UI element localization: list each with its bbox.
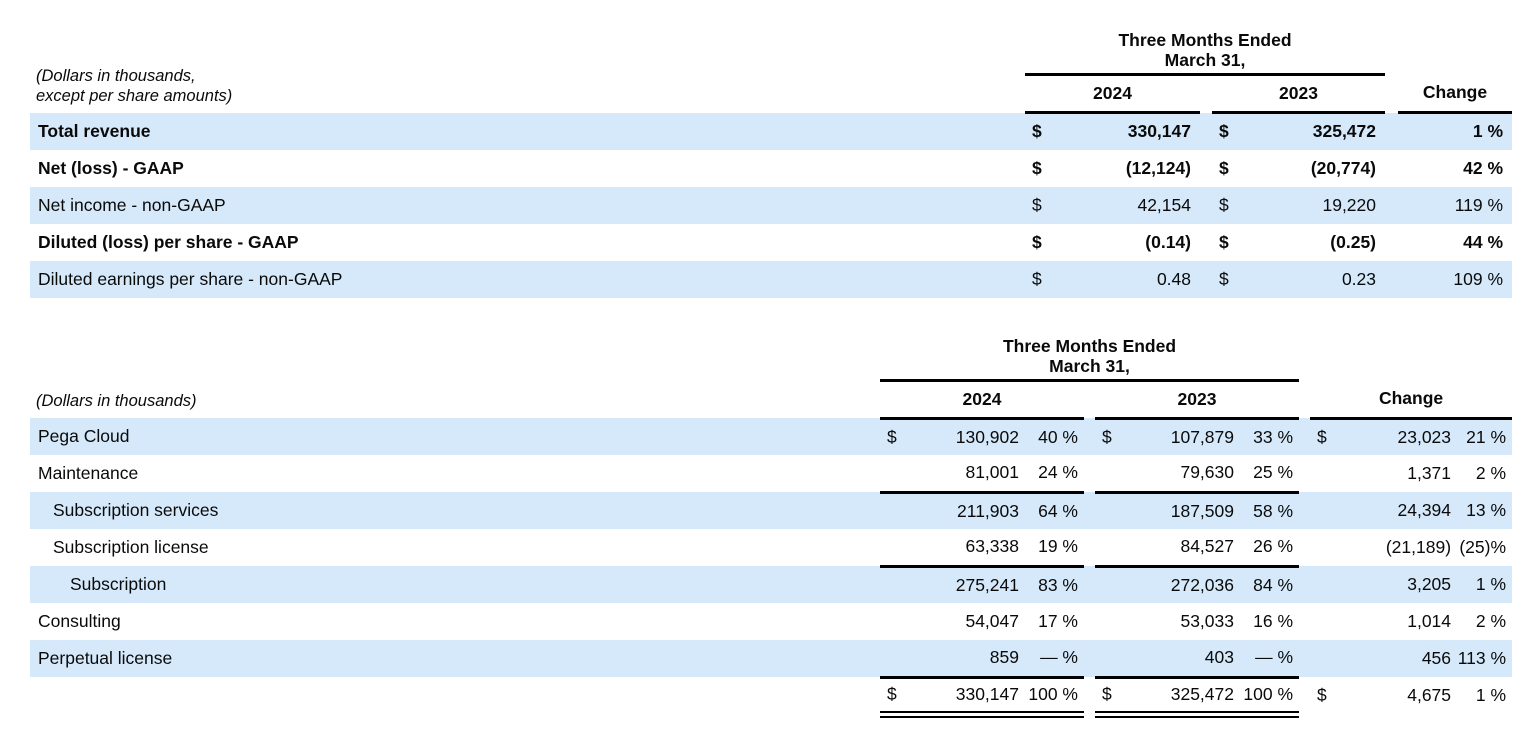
- period-line2: March 31,: [1164, 50, 1246, 70]
- amount-2023: 403: [1127, 640, 1239, 677]
- amount-2024: 81,001: [912, 455, 1024, 492]
- row-label: Consulting: [38, 611, 121, 631]
- amount-2024: 859: [912, 640, 1024, 677]
- currency-symbol: $: [880, 677, 912, 714]
- spacer: [1299, 640, 1310, 677]
- pct-of-total-2024: 24 %: [1024, 455, 1084, 492]
- units-note-line2: except per share amounts): [36, 86, 233, 105]
- spacer: [1200, 150, 1212, 187]
- spacer: [1200, 187, 1212, 224]
- units-note-line1: (Dollars in thousands,: [36, 66, 196, 85]
- spacer: [1299, 603, 1310, 640]
- spacer: [1084, 380, 1095, 418]
- amount-2023: 79,630: [1127, 455, 1239, 492]
- currency-symbol: [1310, 455, 1344, 492]
- currency-symbol: [880, 455, 912, 492]
- row-subscription-services: [30, 492, 1512, 529]
- currency-symbol: [1095, 603, 1127, 640]
- pct-of-total-2024: — %: [1024, 640, 1084, 677]
- change-header-spacer: [1310, 336, 1512, 381]
- pct-of-total-2023: 33 %: [1239, 418, 1299, 455]
- spacer: [1084, 418, 1095, 455]
- spacer: [1299, 418, 1310, 455]
- currency-symbol: [1310, 640, 1344, 677]
- period-line2: March 31,: [1049, 355, 1130, 376]
- change-amount: 1,014: [1407, 611, 1452, 631]
- spacer: [1084, 492, 1095, 529]
- row-consulting: [30, 603, 1512, 640]
- currency-symbol: [1095, 492, 1127, 529]
- currency-symbol: [1310, 492, 1344, 529]
- year-2024-header: 2024: [880, 380, 1084, 418]
- units-note: (Dollars in thousands): [36, 392, 197, 410]
- currency-symbol: [1310, 603, 1344, 640]
- period-header: [880, 336, 1299, 381]
- spacer: [1385, 224, 1398, 261]
- currency-symbol: $: [1219, 157, 1229, 178]
- row-net-income-non-gaap: [30, 187, 1512, 224]
- change-pct: 119 %: [1398, 187, 1512, 224]
- pct-of-total-2023: 58 %: [1239, 492, 1299, 529]
- row-diluted-eps-non-gaap: [30, 261, 1512, 298]
- spacer: [1385, 113, 1398, 150]
- row-diluted-loss-per-share-gaap: [30, 224, 1512, 261]
- amount-2023: 19,220: [1247, 187, 1385, 224]
- change-pct: (25)%: [1459, 537, 1507, 557]
- year-2024-header: 2024: [1025, 75, 1200, 113]
- row-pega-cloud: [30, 418, 1512, 455]
- pct-of-total-2023: 100 %: [1239, 677, 1299, 714]
- change-amount: 3,205: [1344, 566, 1456, 603]
- spacer: [1084, 566, 1095, 603]
- amount-2024: 211,903: [912, 492, 1024, 529]
- pct-of-total-2024: 100 %: [1024, 677, 1084, 714]
- row-label: Total revenue: [30, 113, 1025, 150]
- spacer: [1084, 603, 1095, 640]
- currency-symbol: $: [1032, 157, 1042, 178]
- amount-2023: 53,033: [1180, 611, 1234, 631]
- currency-symbol: $: [1095, 418, 1127, 455]
- amount-2024: 330,147: [912, 677, 1024, 714]
- pct-of-total-2024: 83 %: [1024, 566, 1084, 603]
- period-header-row: [30, 336, 1512, 381]
- row-label: Maintenance: [38, 463, 139, 483]
- pct-of-total-2023: 25 %: [1239, 455, 1299, 492]
- spacer: [1385, 261, 1398, 298]
- currency-symbol: [1095, 529, 1127, 566]
- spacer: [1299, 529, 1310, 566]
- currency-symbol: $: [1025, 187, 1060, 224]
- change-pct: 44 %: [1463, 231, 1504, 252]
- spacer: [1385, 150, 1398, 187]
- pct-of-total-2023: 16 %: [1253, 611, 1294, 631]
- currency-symbol: $: [1317, 685, 1327, 705]
- spacer: [1385, 75, 1398, 113]
- currency-symbol: [1095, 455, 1127, 492]
- change-pct: 109 %: [1398, 261, 1512, 298]
- amount-2024: (0.14): [1145, 231, 1191, 252]
- currency-symbol: [880, 603, 912, 640]
- period-line1: Three Months Ended: [1002, 335, 1177, 356]
- currency-symbol: $: [1219, 231, 1229, 252]
- row-total-revenue: [30, 113, 1512, 150]
- row-label: [30, 677, 880, 714]
- currency-symbol: $: [1025, 113, 1060, 150]
- year-2023-header: 2023: [1212, 75, 1385, 113]
- row-label: Subscription services: [30, 492, 880, 529]
- period-line1: Three Months Ended: [1118, 30, 1292, 50]
- amount-2023: 325,472: [1247, 113, 1385, 150]
- currency-symbol: $: [1212, 187, 1247, 224]
- spacer: [1299, 566, 1310, 603]
- spacer: [1200, 113, 1212, 150]
- amount-2023: 187,509: [1127, 492, 1239, 529]
- change-header: Change: [1310, 380, 1512, 418]
- row-label: Diluted earnings per share - non-GAAP: [30, 261, 1025, 298]
- amount-2024: 330,147: [1060, 113, 1200, 150]
- year-2023-header: 2023: [1095, 380, 1299, 418]
- amount-2023: 0.23: [1247, 261, 1385, 298]
- currency-symbol: [1310, 529, 1344, 566]
- spacer: [1299, 336, 1310, 381]
- spacer: [1299, 455, 1310, 492]
- change-header-spacer: [1398, 30, 1512, 75]
- amount-2024: 275,241: [912, 566, 1024, 603]
- spacer: [1200, 261, 1212, 298]
- change-amount: 4,675: [1407, 685, 1452, 705]
- currency-symbol: [1095, 640, 1127, 677]
- pct-of-total-2024: 40 %: [1024, 418, 1084, 455]
- row-label: Net (loss) - GAAP: [38, 157, 184, 178]
- row-label: Subscription: [30, 566, 880, 603]
- row-subscription: [30, 566, 1512, 603]
- change-amount: 456: [1344, 640, 1456, 677]
- row-subscription-license: [30, 529, 1512, 566]
- amount-2023: (20,774): [1310, 157, 1377, 178]
- change-pct: 42 %: [1463, 157, 1504, 178]
- spacer: [1385, 187, 1398, 224]
- change-header: Change: [1398, 75, 1512, 113]
- spacer: [1200, 224, 1212, 261]
- amount-2024: 63,338: [912, 529, 1024, 566]
- spacer: [1084, 529, 1095, 566]
- change-pct: 21 %: [1456, 418, 1512, 455]
- pct-of-total-2024: 64 %: [1024, 492, 1084, 529]
- amount-2024: 130,902: [912, 418, 1024, 455]
- change-amount: 23,023: [1344, 418, 1456, 455]
- row-perpetual-license: [30, 640, 1512, 677]
- row-label: Subscription license: [53, 537, 209, 557]
- change-pct: 113 %: [1456, 640, 1512, 677]
- row-label: Net income - non-GAAP: [30, 187, 1025, 224]
- spacer: [1385, 30, 1398, 75]
- row-label: Perpetual license: [30, 640, 880, 677]
- row-maintenance: [30, 455, 1512, 492]
- currency-symbol: [1095, 566, 1127, 603]
- revenue-breakdown-table: [30, 336, 1512, 718]
- row-net-loss-gaap: [30, 150, 1512, 187]
- pct-of-total-2023: 26 %: [1239, 529, 1299, 566]
- amount-2024: 0.48: [1060, 261, 1200, 298]
- currency-symbol: $: [1212, 113, 1247, 150]
- spacer: [1299, 677, 1310, 714]
- spacer: [1084, 640, 1095, 677]
- spacer: [1200, 75, 1212, 113]
- amount-2024: (12,124): [1125, 157, 1191, 178]
- period-header: [1025, 30, 1385, 75]
- spacer: [1299, 492, 1310, 529]
- row-label: Pega Cloud: [30, 418, 880, 455]
- currency-symbol: [880, 492, 912, 529]
- pct-of-total-2024: 17 %: [1038, 611, 1078, 631]
- pct-of-total-2023: — %: [1239, 640, 1299, 677]
- currency-symbol: [880, 529, 912, 566]
- amount-2023: (0.25): [1330, 231, 1377, 252]
- amount-2024: 42,154: [1060, 187, 1200, 224]
- currency-symbol: $: [1212, 261, 1247, 298]
- amount-2023: 84,527: [1127, 529, 1239, 566]
- amount-2024: 54,047: [965, 611, 1019, 631]
- units-note: [30, 30, 1025, 113]
- pct-of-total-2024: 19 %: [1024, 529, 1084, 566]
- change-pct: 1 %: [1475, 685, 1507, 705]
- period-header-row: [30, 30, 1512, 75]
- spacer: [1084, 677, 1095, 714]
- amount-2023: 107,879: [1127, 418, 1239, 455]
- spacer: [1299, 380, 1310, 418]
- pct-of-total-2023: 84 %: [1239, 566, 1299, 603]
- change-pct: 2 %: [1475, 463, 1507, 483]
- row-total: [30, 677, 1512, 714]
- financial-summary-table: [30, 30, 1512, 298]
- amount-2023: 325,472: [1127, 677, 1239, 714]
- change-pct: 1 %: [1456, 566, 1512, 603]
- change-amount: (21,189): [1385, 537, 1452, 557]
- change-pct: 13 %: [1456, 492, 1512, 529]
- change-amount: 24,394: [1344, 492, 1456, 529]
- currency-symbol: $: [1032, 231, 1042, 252]
- spacer: [1084, 455, 1095, 492]
- currency-symbol: [880, 640, 912, 677]
- change-pct: 1 %: [1398, 113, 1512, 150]
- currency-symbol: $: [1025, 261, 1060, 298]
- currency-symbol: $: [880, 418, 912, 455]
- change-pct: 2 %: [1475, 611, 1507, 631]
- amount-2023: 272,036: [1127, 566, 1239, 603]
- currency-symbol: [880, 566, 912, 603]
- currency-symbol: $: [1310, 418, 1344, 455]
- currency-symbol: $: [1095, 677, 1127, 714]
- change-amount: 1,371: [1407, 463, 1452, 483]
- currency-symbol: [1310, 566, 1344, 603]
- row-label: Diluted (loss) per share - GAAP: [38, 231, 299, 252]
